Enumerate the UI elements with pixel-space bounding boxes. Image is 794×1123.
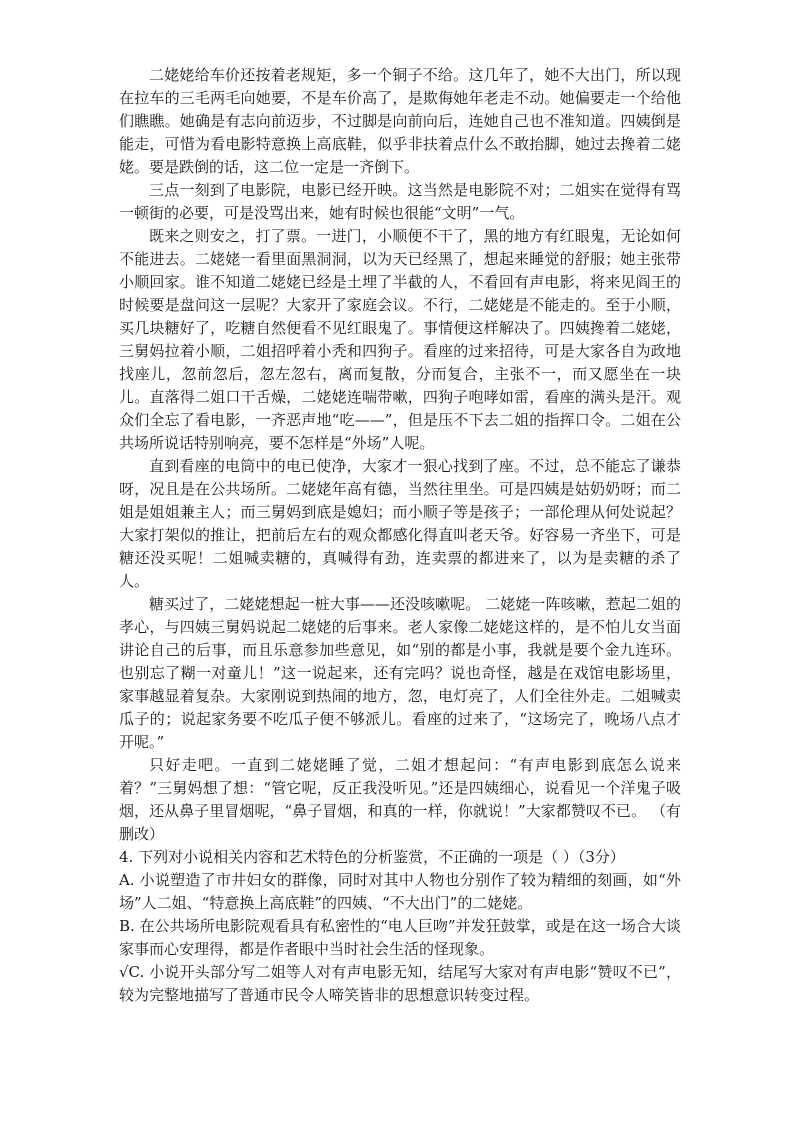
question-title: 4. 下列对小说相关内容和艺术特色的分析鉴赏，不正确的一项是（ ）（3分）: [119, 848, 625, 866]
document-page: [119, 64, 681, 1007]
story-paragraph-6: 只好走吧。一直到二姥姥睡了觉，二姐才想起问：“有声电影到底怎么说来着？”三舅妈想了想：“管它呢，反正我没听见。”还是四姨细心，说看见一个洋鬼子吸烟，还从鼻子里冒烟呢，“鼻子冒烟，和真的一样，你就说！”大家都赞叹不已。 （有删改）: [119, 756, 681, 843]
option-b: B. 在公共场所电影院观看具有私密性的“电人巨吻”并发狂鼓掌，或是在这一场合大谈家事而心安理得，都是作者眼中当时社会生活的怪现象。: [119, 917, 681, 958]
story-paragraph-3: 既来之则安之，打了票。一进门，小顺便不干了，黑的地方有红眼鬼，无论如何不能进去。二姥姥一看里面黑洞洞，以为天已经黑了，想起来睡觉的舒服；她主张带小顺回家。谁不知道二姥姥已经是土埋了半截的人，不看回有声电影，将来见阎王的时候要是盘问这一层呢？大家开了家庭会议。不行，二姥姥是不能走的。至于小顺，买几块糖好了，吃糖自然便看不见红眼鬼了。事情便这样解决了。四姨搀着二姥姥，三舅妈拉着小顺，二姐招呼着小秃和四狗子。看座的过来招待，可是大家各自为政地找座儿，忽前忽后，忽左忽右，离而复散，分而复合，主张不一，而又愿坐在一块儿。直落得二姐口干舌燥，二姥姥连喘带嗽，四狗子咆哮如雷，看座的满头是汗。观众们全忘了看电影，一齐恶声地“吃——”，但是压不下去二姐的指挥口令。二姐在公共场所说话特别响亮，要不怎样是“外场”人呢。: [119, 227, 681, 452]
option-c: √C. 小说开头部分写二姐等人对有声电影无知，结尾写大家对有声电影“赞叹不已”，较为完整地描写了普通市民令人啼笑皆非的思想意识转变过程。: [119, 963, 681, 1004]
story-paragraph-1: 二姥姥给车价还按着老规矩，多一个铜子不给。这几年了，她不大出门，所以现在拉车的三毛两毛向她要，不是车价高了，是欺侮她年老走不动。她偏要走一个给他们瞧瞧。她确是有志向前迈步，不过脚是向前向后，连她自己也不准知道。四姨倒是能走，可惜为看电影特意换上高底鞋，似乎非扶着点什么不敢抬脚，她过去搀着二姥姥。要是跌倒的话，这二位一定是一齐倒下。: [119, 66, 681, 176]
story-paragraph-4: 直到看座的电筒中的电已使净，大家才一狠心找到了座。不过，总不能忘了谦恭呀，况且是在公共场所。二姥姥年高有德，当然往里坐。可是四姨是姑奶奶呀；而二姐是姐姐兼主人；而三舅妈到底是媳妇；而小顺子等是孩子；一部伦理从何处说起？大家打架似的推让，把前后左右的观众都感化得直叫老天爷。好容易一齐坐下，可是糖还没买呢！二姐喊卖糖的，真喊得有劲，连卖票的都进来了，以为是卖糖的杀了人。: [119, 457, 681, 590]
option-a: A. 小说塑造了市井妇女的群像，同时对其中人物也分别作了较为精细的刻画，如“外场”人二姐、“特意换上高底鞋”的四姨、“不大出门”的二姥姥。: [119, 871, 681, 912]
story-paragraph-5: 糖买过了，二姥姥想起一桩大事——还没咳嗽呢。 二姥姥一阵咳嗽，惹起二姐的孝心，与四姨三舅妈说起二姥姥的后事来。老人家像二姥姥这样的，是不怕儿女当面讲论自己的后事，而且乐意参加些意见，如“别的都是小事，我就是要个金九连环。也别忘了糊一对童儿！”这一说起来，还有完吗？说也奇怪，越是在戏馆电影场里，家事越显着复杂。大家刚说到热闹的地方，忽，电灯亮了，人们全往外走。二姐喊卖瓜子的；说起家务要不吃瓜子便不够派儿。看座的过来了，“这场完了，晚场八点才开呢。”: [119, 595, 681, 751]
story-paragraph-2: 三点一刻到了电影院，电影已经开映。这当然是电影院不对；二姐实在觉得有骂一顿街的必要，可是没骂出来，她有时候也很能“文明”一气。: [119, 181, 681, 222]
